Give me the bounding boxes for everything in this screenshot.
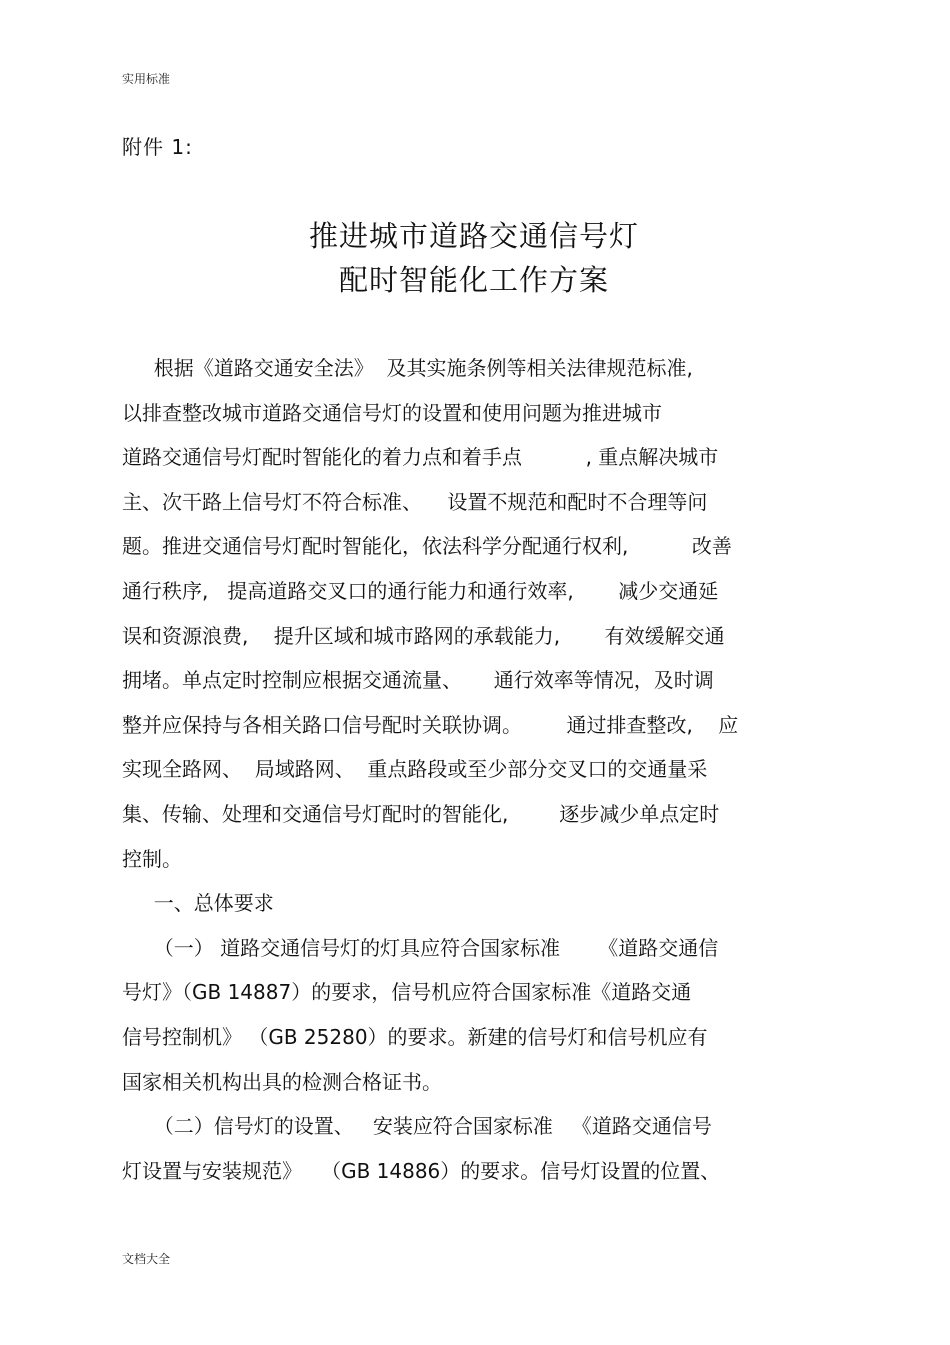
attachment-label: 附件 1: (122, 135, 193, 159)
body-text-line: 灯设置与安装规范》 （GB 14886）的要求。信号灯设置的位置、 (122, 1159, 721, 1183)
body-text-line: 题。推进交通信号灯配时智能化，依法科学分配通行权利, 改善 (122, 534, 732, 558)
document-title-line-2: 配时智能化工作方案 (338, 263, 609, 297)
body-text-line: 整并应保持与各相关路口信号配时关联协调。 通过排查整改, 应 (122, 713, 739, 737)
body-text-line: 误和资源浪费, 提升区域和城市路网的承载能力, 有效缓解交通 (122, 624, 725, 648)
body-text-line: 拥堵。单点定时控制应根据交通流量、 通行效率等情况，及时调 (122, 668, 714, 692)
page-footer-note: 文档大全 (122, 1252, 171, 1266)
body-text-line: 通行秩序, 提高道路交叉口的通行能力和通行效率, 减少交通延 (122, 579, 719, 603)
body-text-line: （一） 道路交通信号灯的灯具应符合国家标准 《道路交通信 (122, 936, 719, 960)
body-text-line: 集、传输、处理和交通信号灯配时的智能化, 逐步减少单点定时 (122, 802, 720, 826)
body-text-line: （二）信号灯的设置、 安装应符合国家标准 《道路交通信号 (122, 1114, 712, 1138)
body-text-line: 主、次干路上信号灯不符合标准、 设置不规范和配时不合理等问 (122, 490, 708, 514)
body-text-line: 控制。 (122, 847, 182, 871)
body-text-line: 实现全路网、 局域路网、 重点路段或至少部分交叉口的交通量采 (122, 757, 708, 781)
page-header-note: 实用标准 (122, 72, 171, 86)
body-text-line: 国家相关机构出具的检测合格证书。 (122, 1070, 442, 1094)
document-title-line-1: 推进城市道路交通信号灯 (308, 219, 639, 253)
body-text-line: 一、总体要求 (122, 891, 274, 915)
body-text-line: 信号控制机》 （GB 25280）的要求。新建的信号灯和信号机应有 (122, 1025, 708, 1049)
body-text-line: 道路交通信号灯配时智能化的着力点和着手点 , 重点解决城市 (122, 445, 719, 469)
body-text-line: 以排查整改城市道路交通信号灯的设置和使用问题为推进城市 (122, 401, 662, 425)
body-text-line: 根据《道路交通安全法》 及其实施条例等相关法律规范标准, (122, 356, 693, 380)
body-text-line: 号灯》（GB 14887）的要求，信号机应符合国家标准《道路交通 (122, 980, 692, 1004)
